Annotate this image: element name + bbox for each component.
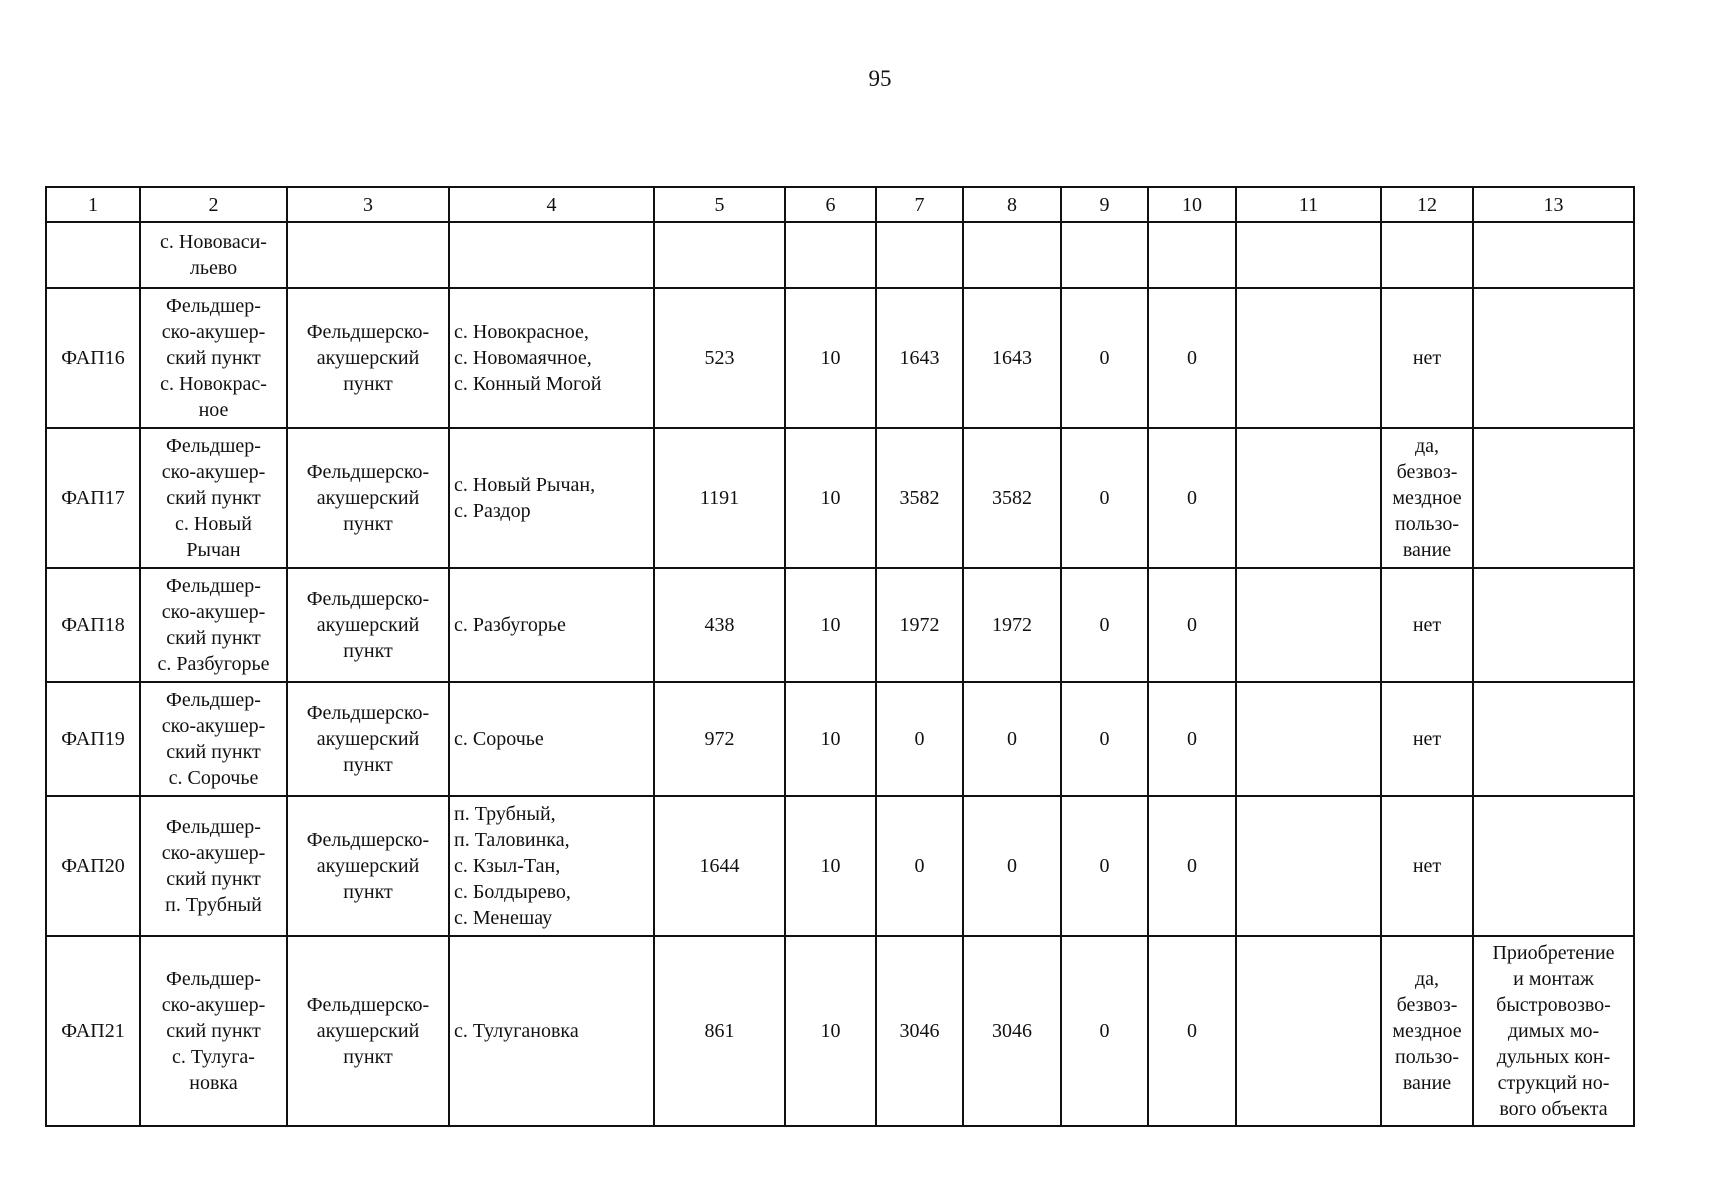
column-header: 12	[1381, 187, 1473, 222]
value-cell: 3582	[963, 428, 1061, 568]
facility-name-cell: Фельдшер- ско-акушер- ский пункт с. Новокрас- ное	[140, 288, 287, 428]
table-row	[46, 428, 1634, 568]
value-cell: 0	[1061, 936, 1148, 1126]
facility-code-cell: ФАП16	[46, 288, 140, 428]
value-cell: 3046	[876, 936, 963, 1126]
column-header: 5	[654, 187, 785, 222]
ownership-cell: да, безвоз- мездное пользо- вание	[1381, 428, 1473, 568]
column-header: 2	[140, 187, 287, 222]
value-cell: 10	[785, 682, 876, 796]
value-cell: 10	[785, 568, 876, 682]
value-cell: 10	[785, 288, 876, 428]
column-header: 8	[963, 187, 1061, 222]
value-cell: 0	[1148, 568, 1236, 682]
page-number: 95	[868, 66, 892, 91]
facility-type-cell: Фельдшерско- акушерский пункт	[287, 428, 449, 568]
value-cell	[1061, 222, 1148, 288]
column-header: 7	[876, 187, 963, 222]
table-row	[46, 936, 1634, 1126]
column-header: 13	[1473, 187, 1634, 222]
value-cell	[654, 222, 785, 288]
value-cell: 1643	[963, 288, 1061, 428]
value-cell	[1236, 222, 1381, 288]
facility-code-cell: ФАП18	[46, 568, 140, 682]
settlements-cell: с. Новый Рычан, с. Раздор	[449, 428, 654, 568]
action-cell: Приобретение и монтаж быстровозво- димых мо- дульных кон- струкций но- вого объекта	[1473, 936, 1634, 1126]
value-cell: 0	[1148, 682, 1236, 796]
value-cell: 0	[1148, 288, 1236, 428]
value-cell	[1236, 682, 1381, 796]
facility-name-cell: Фельдшер- ско-акушер- ский пункт с. Сорочье	[140, 682, 287, 796]
value-cell: 1972	[876, 568, 963, 682]
value-cell: 3582	[876, 428, 963, 568]
value-cell: 0	[963, 682, 1061, 796]
settlements-cell: с. Новокрасное, с. Новомаячное, с. Конный Могой	[449, 288, 654, 428]
facility-name-cell: с. Нововаси- льево	[140, 222, 287, 288]
value-cell: 0	[1061, 796, 1148, 936]
facility-type-cell: Фельдшерско- акушерский пункт	[287, 682, 449, 796]
value-cell: 0	[1148, 428, 1236, 568]
value-cell: 10	[785, 796, 876, 936]
action-cell	[1473, 796, 1634, 936]
ownership-cell: нет	[1381, 288, 1473, 428]
value-cell: 0	[1061, 682, 1148, 796]
column-header: 1	[46, 187, 140, 222]
facility-name-cell: Фельдшер- ско-акушер- ский пункт с. Тулуга- новка	[140, 936, 287, 1126]
column-header: 11	[1236, 187, 1381, 222]
value-cell: 0	[1148, 796, 1236, 936]
value-cell: 438	[654, 568, 785, 682]
value-cell: 523	[654, 288, 785, 428]
value-cell: 0	[876, 796, 963, 936]
ownership-cell: нет	[1381, 568, 1473, 682]
column-header: 10	[1148, 187, 1236, 222]
table-row	[46, 796, 1634, 936]
settlements-cell	[449, 222, 654, 288]
value-cell: 972	[654, 682, 785, 796]
value-cell	[1236, 288, 1381, 428]
value-cell	[1236, 936, 1381, 1126]
value-cell	[1236, 428, 1381, 568]
facility-code-cell: ФАП21	[46, 936, 140, 1126]
settlements-cell: с. Разбугорье	[449, 568, 654, 682]
table-row	[46, 288, 1634, 428]
value-cell: 0	[963, 796, 1061, 936]
value-cell	[876, 222, 963, 288]
value-cell	[1148, 222, 1236, 288]
value-cell: 0	[1061, 288, 1148, 428]
settlements-cell: п. Трубный, п. Таловинка, с. Кзыл-Тан, с. Болдырево, с. Менешау	[449, 796, 654, 936]
value-cell: 1191	[654, 428, 785, 568]
value-cell: 0	[876, 682, 963, 796]
facility-table	[45, 186, 1635, 1127]
header-row	[46, 187, 1634, 222]
value-cell: 0	[1061, 568, 1148, 682]
table-row	[46, 222, 1634, 288]
ownership-cell: да, безвоз- мездное пользо- вание	[1381, 936, 1473, 1126]
value-cell: 0	[1148, 936, 1236, 1126]
column-header: 9	[1061, 187, 1148, 222]
value-cell: 10	[785, 428, 876, 568]
ownership-cell	[1381, 222, 1473, 288]
action-cell	[1473, 222, 1634, 288]
table-row	[46, 568, 1634, 682]
action-cell	[1473, 682, 1634, 796]
action-cell	[1473, 288, 1634, 428]
value-cell	[963, 222, 1061, 288]
value-cell: 3046	[963, 936, 1061, 1126]
value-cell: 1972	[963, 568, 1061, 682]
ownership-cell: нет	[1381, 682, 1473, 796]
column-header: 4	[449, 187, 654, 222]
value-cell	[1236, 796, 1381, 936]
facility-type-cell: Фельдшерско- акушерский пункт	[287, 288, 449, 428]
facility-name-cell: Фельдшер- ско-акушер- ский пункт п. Трубный	[140, 796, 287, 936]
action-cell	[1473, 428, 1634, 568]
value-cell: 1643	[876, 288, 963, 428]
facility-type-cell: Фельдшерско- акушерский пункт	[287, 796, 449, 936]
facility-code-cell: ФАП20	[46, 796, 140, 936]
facility-code-cell	[46, 222, 140, 288]
facility-name-cell: Фельдшер- ско-акушер- ский пункт с. Разбугорье	[140, 568, 287, 682]
facility-code-cell: ФАП17	[46, 428, 140, 568]
value-cell: 861	[654, 936, 785, 1126]
column-header: 3	[287, 187, 449, 222]
value-cell	[785, 222, 876, 288]
facility-type-cell: Фельдшерско- акушерский пункт	[287, 936, 449, 1126]
facility-code-cell: ФАП19	[46, 682, 140, 796]
value-cell: 0	[1061, 428, 1148, 568]
column-header: 6	[785, 187, 876, 222]
value-cell	[1236, 568, 1381, 682]
facility-type-cell	[287, 222, 449, 288]
action-cell	[1473, 568, 1634, 682]
settlements-cell: с. Сорочье	[449, 682, 654, 796]
settlements-cell: с. Тулугановка	[449, 936, 654, 1126]
value-cell: 10	[785, 936, 876, 1126]
value-cell: 1644	[654, 796, 785, 936]
ownership-cell: нет	[1381, 796, 1473, 936]
facility-name-cell: Фельдшер- ско-акушер- ский пункт с. Новый Рычан	[140, 428, 287, 568]
table-row	[46, 682, 1634, 796]
facility-type-cell: Фельдшерско- акушерский пункт	[287, 568, 449, 682]
